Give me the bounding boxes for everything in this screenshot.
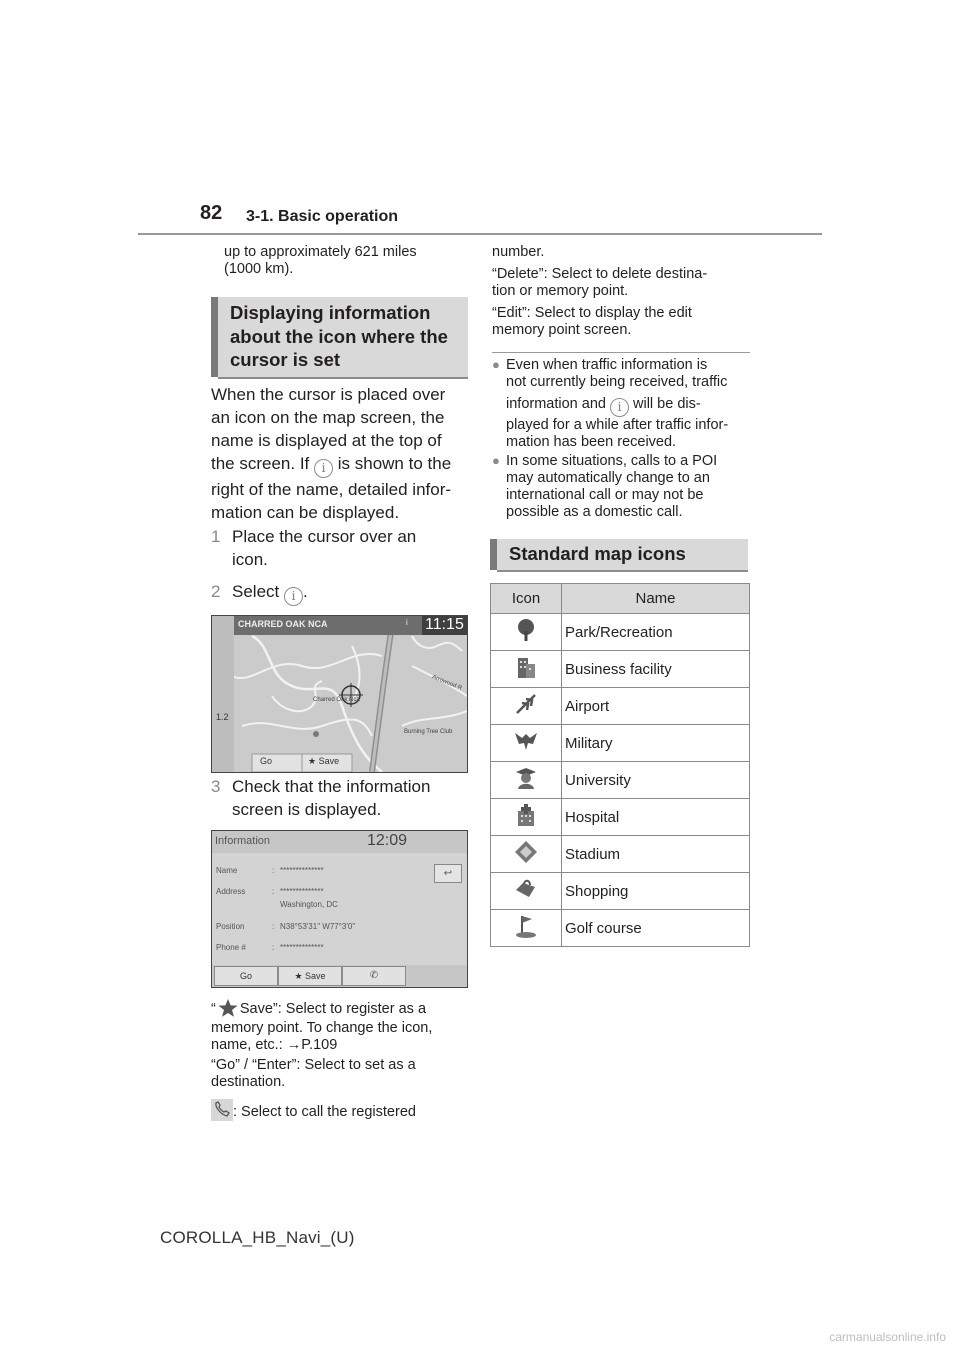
back-button[interactable]: ↩ — [434, 864, 462, 883]
map-road-label: Arrowood R — [431, 674, 463, 692]
table-row: Business facility — [491, 651, 750, 688]
table-header-name: Name — [562, 584, 750, 614]
table-row: University — [491, 762, 750, 799]
map-poi-label: Charred Oak Nca — [313, 697, 360, 703]
info-go-button[interactable]: Go — [214, 966, 278, 986]
table-row: Airport — [491, 688, 750, 725]
call-description: : Select to call the registered — [211, 1099, 471, 1121]
table-row: Shopping — [491, 873, 750, 910]
step-3: 3 Check that the information screen is displayed. — [211, 777, 431, 819]
header-rule — [138, 233, 822, 235]
watermark: carmanualsonline.info — [829, 1330, 946, 1344]
info-save-button[interactable]: ★ Save — [278, 966, 342, 986]
graduate-icon — [513, 765, 539, 791]
step-2: 2 Select i . — [211, 580, 308, 606]
delete-description: “Delete”: Select to delete destina- tion or memory point. — [492, 266, 708, 299]
airplane-icon — [513, 691, 539, 717]
eagle-icon — [513, 728, 539, 754]
map-title: CHARRED OAK NCA — [238, 619, 328, 629]
shopping-icon — [513, 876, 539, 902]
stadium-icon — [513, 839, 539, 865]
map-info-icon: i — [406, 618, 408, 627]
table-row: Hospital — [491, 799, 750, 836]
section-heading-map-icons: Standard map icons — [490, 539, 748, 570]
section-title: 3-1. Basic operation — [246, 208, 399, 225]
section-heading-display-info: Displaying information about the icon where the cursor is set — [211, 297, 468, 377]
table-row: Park/Recreation — [491, 614, 750, 651]
map-save-button[interactable]: ★ Save — [308, 756, 340, 766]
step-1: 1 Place the cursor over an icon. — [211, 527, 417, 569]
info-icon: i — [284, 587, 303, 606]
table-row: Golf course — [491, 910, 750, 947]
map-clock: 11:15 — [425, 616, 464, 633]
star-icon — [216, 998, 240, 1020]
intro-text: up to approximately 621 miles (1000 km). — [224, 244, 417, 277]
intro-paragraph: When the cursor is placed over an icon on the map screen, the name is displayed at the top of the screen. If i is shown to the right of the name, detailed infor- mation can be displayed. — [211, 385, 452, 522]
info-rows: Name : ************** Address : ************** Washington, DC Position : N38°53'31" W77°3'0" Phone # : ************** — [216, 866, 356, 952]
document-code: COROLLA_HB_Navi_(U) — [160, 1228, 355, 1247]
save-description: “ Save”: Select to register as a memory point. To change the icon, name, etc.: →P.109 — [211, 998, 471, 1054]
table-header-icon: Icon — [491, 584, 562, 614]
map-go-button[interactable]: Go — [260, 756, 273, 766]
info-screen-title: Information — [215, 835, 271, 847]
info-screen-clock: 12:09 — [367, 832, 408, 849]
continued-text: number. — [492, 244, 545, 260]
bullet-1-marker: ● — [492, 357, 500, 372]
tree-icon — [513, 617, 539, 643]
go-description: “Go” / “Enter”: Select to set as a destination. — [211, 1057, 416, 1090]
bullet-2-marker: ● — [492, 453, 500, 468]
page-number: 82 — [200, 202, 223, 224]
info-icon: i — [314, 459, 333, 478]
info-call-button[interactable]: ✆ — [342, 966, 406, 986]
table-row: Stadium — [491, 836, 750, 873]
hospital-icon — [513, 802, 539, 828]
edit-description: “Edit”: Select to display the edit memory point screen. — [492, 305, 692, 338]
building-icon — [513, 654, 539, 680]
map-place-label: Burning Tree Club — [404, 729, 453, 735]
phone-icon — [211, 1099, 233, 1121]
information-screenshot — [211, 830, 468, 988]
table-row: Military — [491, 725, 750, 762]
bullet-2-text: In some situations, calls to a POI may automatically change to an international call or may not be possible as a domestic call. — [506, 453, 718, 520]
map-icons-table — [490, 583, 750, 947]
map-scale: 1.2 — [216, 712, 229, 722]
bullet-1-text: Even when traffic information is not currently being received, traffic information and i will be dis- played for a while after traffic infor- mation has been received. — [506, 357, 729, 450]
divider — [492, 352, 750, 353]
golf-flag-icon — [513, 913, 539, 939]
info-icon: i — [610, 398, 629, 417]
map-screenshot — [211, 615, 468, 773]
